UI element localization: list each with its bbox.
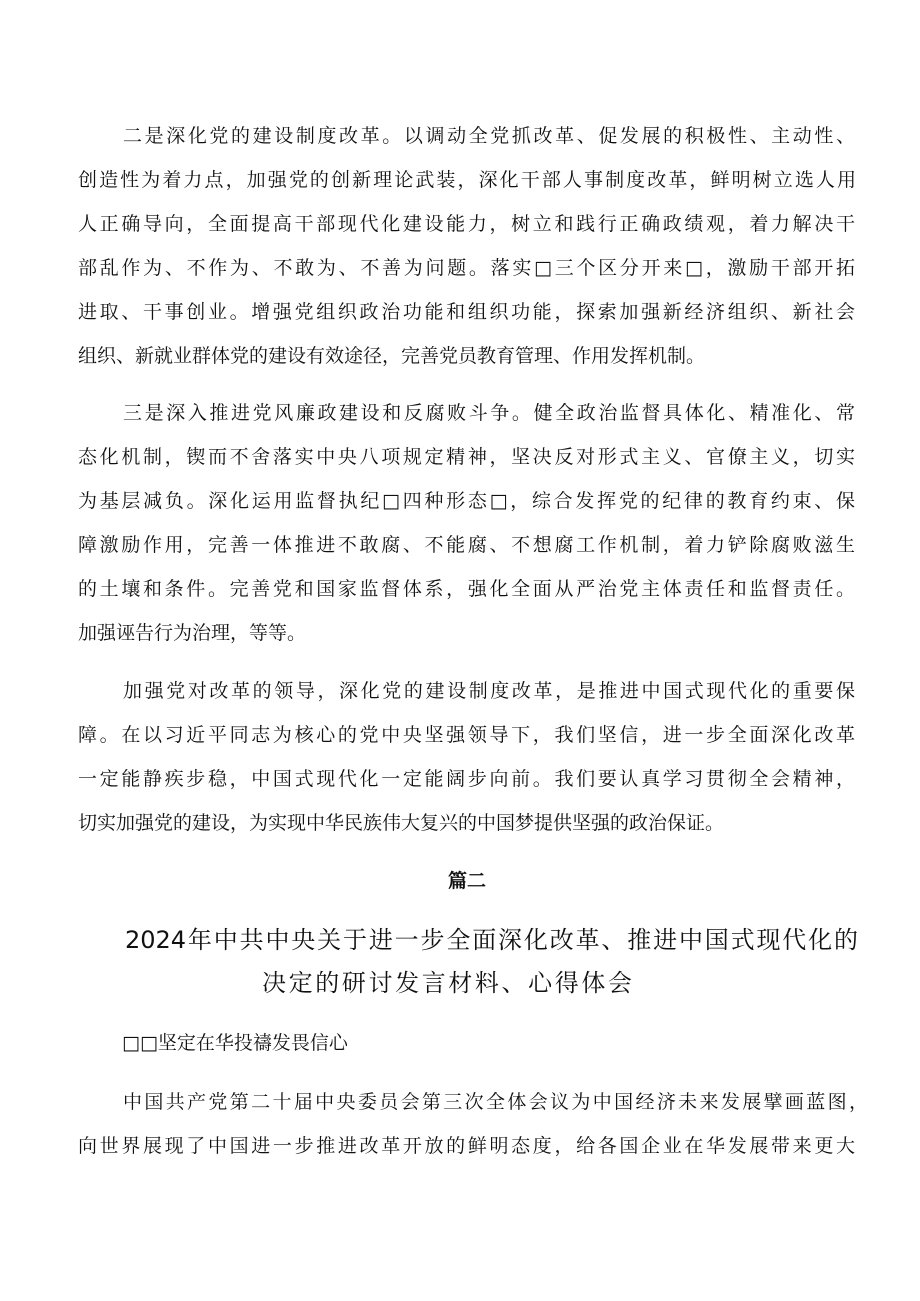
- text-line: 部乱作为、不作为、不敢为、不善为问题。落实□三个区分开来□，激励干部开拓: [78, 257, 855, 279]
- text-line: 人正确导向，全面提高干部现代化建设能力，树立和践行正确政绩观，着力解决干: [78, 213, 855, 235]
- text-line: 向世界展现了中国进一步推进改革开放的鲜明态度，给各国企业在华发展带来更大: [78, 1135, 855, 1157]
- text-line: 障。在以习近平同志为核心的党中央坚强领导下，我们坚信，进一步全面深化改革: [78, 724, 855, 746]
- text-line: 态化机制，锲而不舍落实中央八项规定精神，坚决反对形式主义、官僚主义，切实: [78, 446, 855, 468]
- text-line: 障激励作用，完善一体推进不敢腐、不能腐、不想腐工作机制，着力铲除腐败滋生: [78, 534, 855, 556]
- text-line: 一定能静疾步稳，中国式现代化一定能阔步向前。我们要认真学习贯彻全会精神，: [78, 768, 855, 790]
- text-line: 加强党对改革的领导，深化党的建设制度改革，是推进中国式现代化的重要保: [123, 680, 855, 702]
- text-line: 二是深化党的建设制度改革。以调动全党抓改革、促发展的积极性、主动性、: [123, 125, 855, 147]
- text-line: 创造性为着力点，加强党的创新理论武装，深化干部人事制度改革，鲜明树立选人用: [78, 169, 856, 191]
- text-line: 的土壤和条件。完善党和国家监督体系，强化全面从严治党主体责任和监督责任。: [78, 578, 855, 600]
- title-line: 2024年中共中央关于进一步全面深化改革、推进中国式现代化的: [125, 926, 858, 954]
- text-line: 进取、干事创业。增强党组织政治功能和组织功能，探索加强新经济组织、新社会: [78, 301, 855, 323]
- text-line: 切实加强党的建设，为实现中华民族伟大复兴的中国梦提供坚强的政治保证。: [78, 812, 725, 834]
- section-heading: 篇二: [448, 870, 487, 892]
- text-line: 三是深入推进党风廉政建设和反腐败斗争。健全政治监督具体化、精准化、常: [123, 402, 855, 424]
- text-line: 中国共产党第二十届中央委员会第三次全体会议为中国经济未来发展擘画蓝图，: [123, 1091, 868, 1113]
- text-line: 为基层减负。深化运用监督执纪□四种形态□，综合发挥党的纪律的教育约束、保: [78, 490, 855, 512]
- title-line: 决定的研讨发言材料、心得体会: [262, 969, 632, 997]
- subheading: □□坚定在华投禱发畏信心: [122, 1032, 348, 1054]
- text-line: 组织、新就业群体党的建设有效途径，完善党员教育管理、作用发挥机制。: [78, 345, 706, 367]
- text-line: 加强诬告行为治理，等等。: [78, 622, 307, 644]
